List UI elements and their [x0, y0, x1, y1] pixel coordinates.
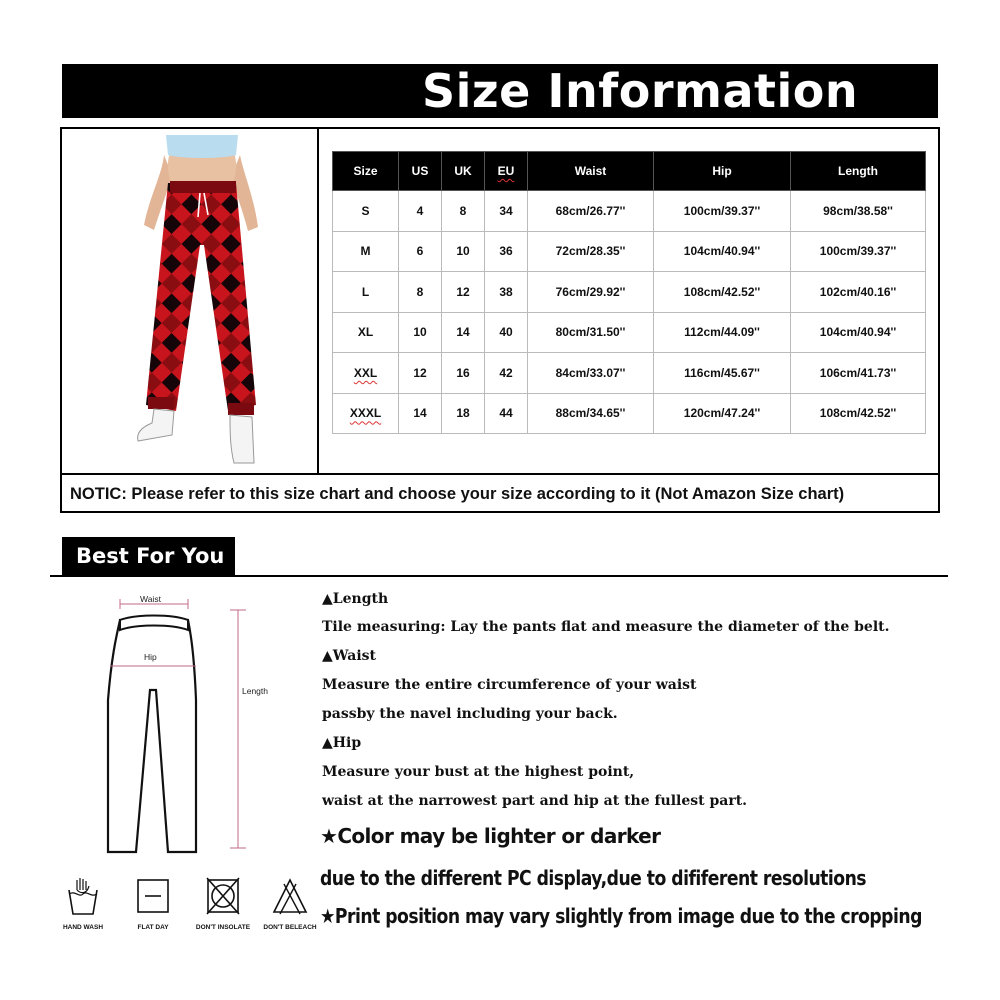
section-rule: [50, 575, 948, 577]
care-label: DON'T BELEACH: [263, 924, 317, 931]
model-photo: [132, 135, 272, 469]
care-dont-bleach: [255, 876, 325, 931]
cell-waist: 76cm/29.92'': [528, 272, 654, 313]
size-info-frame: [60, 127, 940, 513]
cell-size: S: [333, 191, 399, 232]
length-text: Tile measuring: Lay the pants flat and measure the diameter of the belt.: [322, 619, 890, 635]
cell-hip: 104cm/40.94'': [654, 231, 791, 272]
care-label: DON'T INSOLATE: [195, 924, 251, 931]
table-row: [333, 393, 926, 434]
header-uk: UK: [442, 152, 485, 191]
hand-wash-icon: [65, 876, 101, 916]
hip-text-1: Measure your bust at the highest point,: [322, 764, 635, 780]
size-table: [332, 151, 926, 434]
cell-size: XL: [333, 312, 399, 353]
cell-waist: 68cm/26.77'': [528, 191, 654, 232]
color-note-2: due to the different PC display,due to dififerent resolutions: [320, 866, 867, 890]
cell-size: XXXL: [333, 393, 399, 434]
cell-eu: 38: [485, 272, 528, 313]
header-length: Length: [791, 152, 926, 191]
cell-waist: 88cm/34.65'': [528, 393, 654, 434]
cell-uk: 8: [442, 191, 485, 232]
table-header-row: [333, 152, 926, 191]
dont-tumble-dry-icon: [205, 876, 241, 916]
cell-size: XXL: [333, 353, 399, 394]
cell-length: 106cm/41.73'': [791, 353, 926, 394]
cell-eu: 36: [485, 231, 528, 272]
cell-us: 6: [399, 231, 442, 272]
cell-length: 100cm/39.37'': [791, 231, 926, 272]
table-row: [333, 353, 926, 394]
cell-us: 10: [399, 312, 442, 353]
cell-uk: 14: [442, 312, 485, 353]
cell-length: 104cm/40.94'': [791, 312, 926, 353]
table-row: [333, 312, 926, 353]
hip-text-2: waist at the narrowest part and hip at the fullest part.: [322, 793, 748, 809]
waist-heading: ▲Waist: [322, 648, 377, 664]
table-row: [333, 191, 926, 232]
cell-length: 108cm/42.52'': [791, 393, 926, 434]
cell-length: 102cm/40.16'': [791, 272, 926, 313]
cell-hip: 100cm/39.37'': [654, 191, 791, 232]
best-for-you-heading: Best For You: [62, 537, 235, 575]
table-row: [333, 231, 926, 272]
cell-hip: 108cm/42.52'': [654, 272, 791, 313]
dont-bleach-icon: [272, 876, 308, 916]
cell-size: L: [333, 272, 399, 313]
header-size: Size: [333, 152, 399, 191]
cell-hip: 116cm/45.67'': [654, 353, 791, 394]
cell-waist: 72cm/28.35'': [528, 231, 654, 272]
cell-waist: 84cm/33.07'': [528, 353, 654, 394]
care-label: HAND WASH: [62, 924, 104, 931]
waist-text-1: Measure the entire circumference of your waist: [322, 677, 697, 693]
cell-length: 98cm/38.58'': [791, 191, 926, 232]
cell-uk: 12: [442, 272, 485, 313]
header-us: US: [399, 152, 442, 191]
header-hip: Hip: [654, 152, 791, 191]
diagram-waist-label: Waist: [140, 594, 161, 604]
flat-dry-icon: [135, 876, 171, 916]
title-banner: [62, 64, 938, 118]
waist-text-2: passby the navel including your back.: [322, 706, 618, 722]
color-note-1: ★Color may be lighter or darker: [320, 824, 661, 848]
cell-uk: 18: [442, 393, 485, 434]
cell-us: 4: [399, 191, 442, 232]
length-heading: ▲Length: [322, 591, 389, 607]
measurement-diagram: [96, 590, 286, 860]
cell-us: 12: [399, 353, 442, 394]
cell-eu: 40: [485, 312, 528, 353]
cell-hip: 120cm/47.24'': [654, 393, 791, 434]
cell-uk: 10: [442, 231, 485, 272]
print-note: ★Print position may vary slightly from image due to the cropping: [320, 904, 922, 928]
care-hand-wash: [48, 876, 118, 931]
care-flat-dry: [118, 876, 188, 931]
diagram-length-label: Length: [242, 686, 268, 696]
header-eu: EU: [485, 152, 528, 191]
cell-us: 8: [399, 272, 442, 313]
page-title: Size Information: [422, 64, 859, 118]
header-waist: Waist: [528, 152, 654, 191]
cell-eu: 42: [485, 353, 528, 394]
hip-heading: ▲Hip: [322, 735, 362, 751]
cell-eu: 34: [485, 191, 528, 232]
cell-us: 14: [399, 393, 442, 434]
care-label: FLAT DAY: [137, 924, 169, 931]
frame-divider-vertical: [317, 129, 319, 473]
cell-hip: 112cm/44.09'': [654, 312, 791, 353]
cell-uk: 16: [442, 353, 485, 394]
size-notice: NOTIC: Please refer to this size chart and choose your size according to it (Not Amazon Size chart): [70, 485, 845, 503]
table-row: [333, 272, 926, 313]
diagram-hip-label: Hip: [144, 652, 157, 662]
cell-size: M: [333, 231, 399, 272]
care-dont-insolate: [188, 876, 258, 931]
cell-eu: 44: [485, 393, 528, 434]
cell-waist: 80cm/31.50'': [528, 312, 654, 353]
